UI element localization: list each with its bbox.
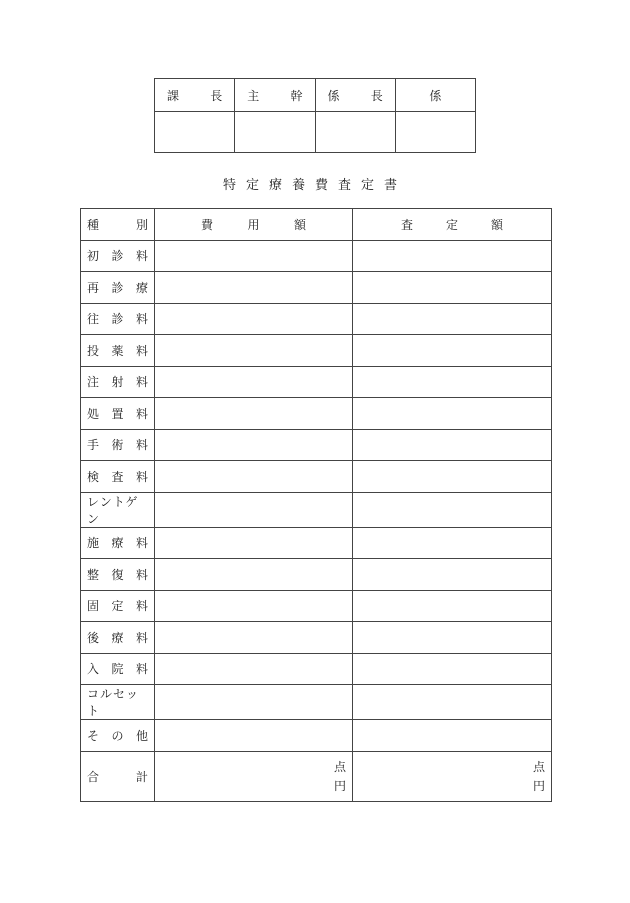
table-row: [81, 720, 552, 752]
table-row: [81, 492, 552, 527]
row-category: [81, 429, 155, 461]
row-assessed-cell[interactable]: [353, 527, 552, 559]
table-row: [81, 559, 552, 591]
row-cost-cell[interactable]: [155, 335, 353, 367]
total-cost-cell[interactable]: [155, 751, 353, 801]
row-category-label: そ の 他: [87, 728, 148, 743]
row-assessed-cell[interactable]: [353, 685, 552, 720]
row-category-label: コルセット: [87, 687, 140, 718]
row-category-label: 後 療 料: [87, 630, 148, 645]
row-category: [81, 398, 155, 430]
row-cost-cell[interactable]: [155, 398, 353, 430]
row-cost-cell[interactable]: [155, 559, 353, 591]
row-cost-cell[interactable]: [155, 272, 353, 304]
unit-points: 点: [532, 760, 545, 774]
approval-header-label: 主 幹: [247, 88, 303, 103]
row-category: [81, 461, 155, 493]
table-row: [81, 622, 552, 654]
row-assessed-cell[interactable]: [353, 653, 552, 685]
table-row: [81, 461, 552, 493]
row-category-label: 整 復 料: [87, 567, 148, 582]
approval-header-label: 係: [429, 88, 442, 103]
approval-seal-box: [395, 112, 475, 153]
table-row: [81, 398, 552, 430]
row-assessed-cell[interactable]: [353, 398, 552, 430]
row-cost-cell[interactable]: [155, 366, 353, 398]
header-category-label: 種 別: [87, 217, 148, 232]
row-category-label: 再 診 療: [87, 280, 148, 295]
table-row: [81, 366, 552, 398]
row-cost-cell[interactable]: [155, 429, 353, 461]
row-category-label: 入 院 料: [87, 662, 148, 677]
header-cost-label: 費 用 額: [201, 217, 306, 232]
row-category: [81, 335, 155, 367]
unit-points: 点: [333, 760, 346, 774]
approval-seal-box: [235, 112, 315, 153]
approval-header-label: 課 長: [167, 88, 223, 103]
row-assessed-cell[interactable]: [353, 590, 552, 622]
row-category: [81, 590, 155, 622]
document-title: 特定療養費査定書: [222, 178, 407, 193]
row-category: [81, 366, 155, 398]
header-cost: [155, 209, 353, 241]
row-category: [81, 685, 155, 720]
row-cost-cell[interactable]: [155, 461, 353, 493]
table-row: [81, 429, 552, 461]
unit-labels: [353, 755, 551, 797]
row-assessed-cell[interactable]: [353, 429, 552, 461]
row-category-label: 施 療 料: [87, 536, 148, 551]
row-cost-cell[interactable]: [155, 303, 353, 335]
row-category: [81, 559, 155, 591]
row-category: [81, 622, 155, 654]
row-assessed-cell[interactable]: [353, 240, 552, 272]
row-category: [81, 303, 155, 335]
row-cost-cell[interactable]: [155, 590, 353, 622]
row-category-label: 固 定 料: [87, 599, 148, 614]
approval-header-staff: [395, 79, 475, 112]
row-cost-cell[interactable]: [155, 240, 353, 272]
row-category-label: 手 術 料: [87, 438, 148, 453]
table-row: [81, 685, 552, 720]
row-category: [81, 272, 155, 304]
header-assessed: [353, 209, 552, 241]
unit-yen: 円: [532, 779, 545, 793]
approval-header-label: 係 長: [327, 88, 383, 103]
row-category-label: 検 査 料: [87, 469, 148, 484]
table-row: [81, 335, 552, 367]
approval-header-director: [235, 79, 315, 112]
total-label: 合 計: [87, 769, 148, 784]
approval-stamp-table: [154, 78, 476, 153]
row-assessed-cell[interactable]: [353, 272, 552, 304]
table-row: [81, 240, 552, 272]
row-category: [81, 720, 155, 752]
approval-seal-box: [155, 112, 235, 153]
row-assessed-cell[interactable]: [353, 559, 552, 591]
row-assessed-cell[interactable]: [353, 720, 552, 752]
row-category-label: 処 置 料: [87, 406, 148, 421]
approval-header-section-chief: [155, 79, 235, 112]
row-cost-cell[interactable]: [155, 527, 353, 559]
row-cost-cell[interactable]: [155, 720, 353, 752]
row-category: [81, 240, 155, 272]
table-row: [81, 303, 552, 335]
table-row: [81, 527, 552, 559]
row-assessed-cell[interactable]: [353, 366, 552, 398]
row-cost-cell[interactable]: [155, 685, 353, 720]
row-assessed-cell[interactable]: [353, 492, 552, 527]
table-row: [81, 590, 552, 622]
row-cost-cell[interactable]: [155, 622, 353, 654]
row-category-label: レントゲン: [87, 494, 139, 526]
row-assessed-cell[interactable]: [353, 335, 552, 367]
row-category-label: 注 射 料: [87, 375, 148, 390]
approval-header-subsection-chief: [315, 79, 395, 112]
approval-seal-box: [315, 112, 395, 153]
header-category: [81, 209, 155, 241]
row-category-label: 往 診 料: [87, 312, 148, 327]
row-assessed-cell[interactable]: [353, 461, 552, 493]
unit-yen: 円: [333, 779, 346, 793]
assessment-table: [80, 208, 552, 802]
header-assessed-label: 査 定 額: [401, 217, 503, 232]
row-category: [81, 527, 155, 559]
table-row: [81, 272, 552, 304]
row-category: [81, 653, 155, 685]
row-cost-cell[interactable]: [155, 653, 353, 685]
row-assessed-cell[interactable]: [353, 303, 552, 335]
row-assessed-cell[interactable]: [353, 622, 552, 654]
table-row: [81, 653, 552, 685]
unit-labels: [155, 755, 352, 797]
row-cost-cell[interactable]: [155, 492, 353, 527]
total-row: [81, 751, 552, 801]
table-header-row: [81, 209, 552, 241]
row-category-label: 初 診 料: [87, 249, 148, 264]
total-label-cell: [81, 751, 155, 801]
total-assessed-cell[interactable]: [353, 751, 552, 801]
row-category: [81, 492, 155, 527]
row-category-label: 投 薬 料: [87, 343, 148, 358]
